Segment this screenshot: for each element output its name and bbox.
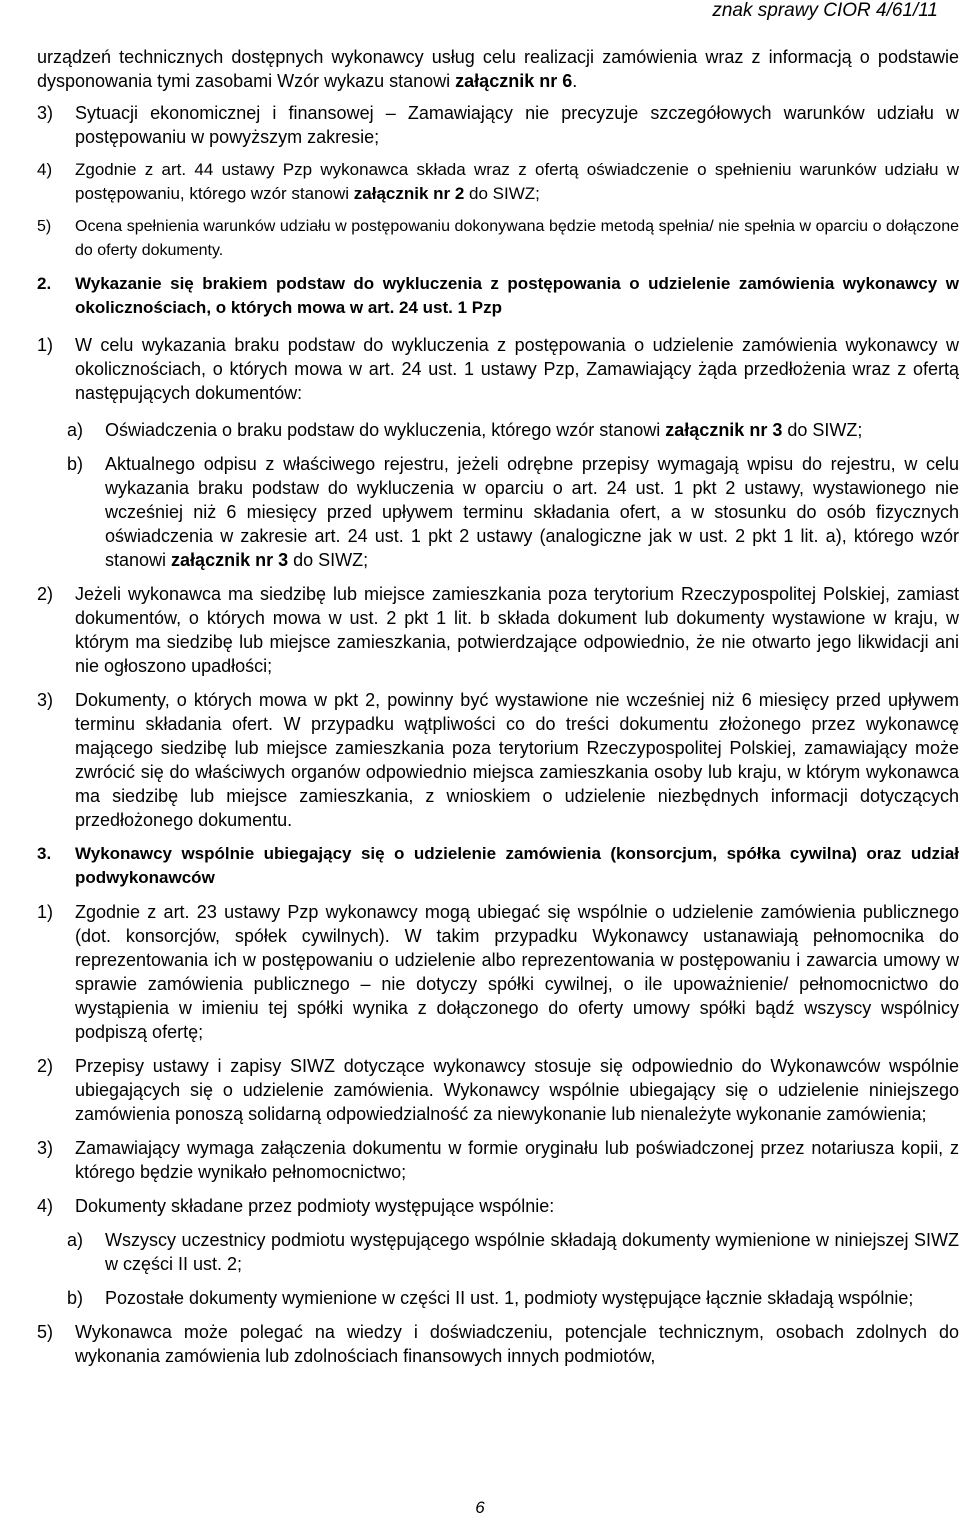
attachment-reference: załącznik nr 2 <box>353 184 465 203</box>
s2-item-1b: b) Aktualnego odpisu z właściwego rejestru, jeżeli odrębne przepisy wymagają wpisu do rejestru, w celu wykazania braku podstaw do wykluczenia w oparciu o art. 24 ust. 1 pkt 2 ustawy, wystawionego nie wcześniej niż 6 miesięcy przed upływem terminu składania ofert, a w stosunku do osób fizycznych oświadczenia w zakresie art. 24 ust. 1 pkt 2 ustawy (analogiczne jak w ust. 2 pkt 1 lit. a), którego wzór stanowi załącznik nr 3 do SIWZ; <box>67 454 959 570</box>
continued-paragraph: urządzeń technicznych dostępnych wykonawcy usług celu realizacji zamówienia wraz z informacją o podstawie dysponowania tymi zasobami Wzór wykazu stanowi załącznik nr 6. <box>37 47 959 91</box>
document-body <box>37 45 959 1368</box>
section-3-heading: 3. Wykonawcy wspólnie ubiegający się o udzielenie zamówienia (konsorcjum, spółka cywilna) oraz udział podwykonawców <box>37 844 959 887</box>
s2-item-3: 3) Dokumenty, o których mowa w pkt 2, powinny być wystawione nie wcześniej niż 6 miesięcy przed upływem terminu składania ofert. W przypadku wątpliwości co do treści dokumentu złożonego przez wykonawcę mającego siedzibę lub miejsce zamieszkania poza terytorium Rzeczypospolitej Polskiej, zamawiający może zwrócić się do właściwych organów odpowiednio miejsca zamieszkania osoby lub kraju, w którym wykonawca ma siedzibę lub miejsce zamieszkania, z wnioskiem o udzielenie niezbędnych informacji dotyczących przedłożonego dokumentu. <box>37 690 959 830</box>
s2-item-1a: a) Oświadczenia o braku podstaw do wykluczenia, którego wzór stanowi załącznik nr 3 do SIWZ; <box>67 420 863 440</box>
s3-item-2: 2) Przepisy ustawy i zapisy SIWZ dotyczące wykonawcy stosuje się odpowiednio do Wykonawców wspólnie ubiegających się o udzielenie zamówienia. Wykonawcy wspólnie ubiegający się o udzielenie niniejszego zamówienia ponoszą solidarną odpowiedzialność za niewykonanie lub nienależyte wykonanie zamówienia; <box>37 1056 959 1124</box>
page-number: 6 <box>475 1498 485 1517</box>
list-item-5: 5) Ocena spełnienia warunków udziału w postępowaniu dokonywana będzie metodą spełnia/ nie spełnia w oparciu o dołączone do oferty dokumenty. <box>37 218 959 259</box>
list-item-4: 4) Zgodnie z art. 44 ustawy Pzp wykonawca składa wraz z ofertą oświadczenie o spełnieniu warunków udziału w postępowaniu, którego wzór stanowi załącznik nr 2 do SIWZ; <box>37 160 959 203</box>
attachment-reference: załącznik nr 6 <box>455 71 573 91</box>
s3-item-3: 3) Zamawiający wymaga załączenia dokumentu w formie oryginału lub poświadczonej przez notariusza kopii, z którego będzie wynikało pełnomocnictwo; <box>37 1138 959 1182</box>
s3-item-4a: a) Wszyscy uczestnicy podmiotu występującego wspólnie składają dokumenty wymienione w niniejszej SIWZ w części II ust. 2; <box>67 1230 959 1274</box>
attachment-reference: załącznik nr 3 <box>171 550 289 570</box>
s2-item-2: 2) Jeżeli wykonawca ma siedzibę lub miejsce zamieszkania poza terytorium Rzeczypospolitej Polskiej, zamiast dokumentów, o których mowa w ust. 2 pkt 1 lit. b składa dokument lub dokumenty wystawione w kraju, w którym ma siedzibę lub miejsce zamieszkania, potwierdzające odpowiednio, że nie otwarto jego likwidacji ani nie ogłoszono upadłości; <box>37 584 959 676</box>
document-reference-header: znak sprawy CIOR 4/61/11 <box>712 0 938 21</box>
s3-item-4b: b) Pozostałe dokumenty wymienione w części II ust. 1, podmioty występujące łącznie składają wspólnie; <box>67 1288 914 1308</box>
s3-item-4: 4) Dokumenty składane przez podmioty występujące wspólnie: <box>37 1196 555 1216</box>
section-2-heading: 2. Wykazanie się brakiem podstaw do wykluczenia z postępowania o udzielenie zamówienia wykonawcy w okolicznościach, o których mowa w art. 24 ust. 1 Pzp <box>37 274 959 317</box>
list-item-3: 3) Sytuacji ekonomicznej i finansowej – Zamawiający nie precyzuje szczegółowych warunków udziału w postępowaniu w powyższym zakresie; <box>37 103 959 147</box>
s2-item-1: 1) W celu wykazania braku podstaw do wykluczenia z postępowania o udzielenie zamówienia wykonawcy w okolicznościach, o których mowa w art. 24 ust. 1 ustawy Pzp, Zamawiający żąda przedłożenia wraz z ofertą następujących dokumentów: <box>37 335 959 403</box>
attachment-reference: załącznik nr 3 <box>665 420 783 440</box>
s3-item-1: 1) Zgodnie z art. 23 ustawy Pzp wykonawcy mogą ubiegać się wspólnie o udzielenie zamówienia publicznego (dot. konsorcjów, spółek cywilnych). W takim przypadku Wykonawcy ustanawiają pełnomocnika do reprezentowania ich w postępowaniu o udzielenie albo reprezentowania w postępowaniu i zawarcia umowy w sprawie zamówienia publicznego – nie dotyczy spółki cywilnej, o ile upoważnienie/ pełnomocnictwo do wystąpienia w imieniu tej spółki wynika z dołączonego do oferty umowy spółki bądź wszyscy wspólnicy podpiszą ofertę; <box>37 902 959 1042</box>
s3-item-5: 5) Wykonawca może polegać na wiedzy i doświadczeniu, potencjale technicznym, osobach zdolnych do wykonania zamówienia lub zdolnościach finansowych innych podmiotów, <box>37 1322 959 1366</box>
